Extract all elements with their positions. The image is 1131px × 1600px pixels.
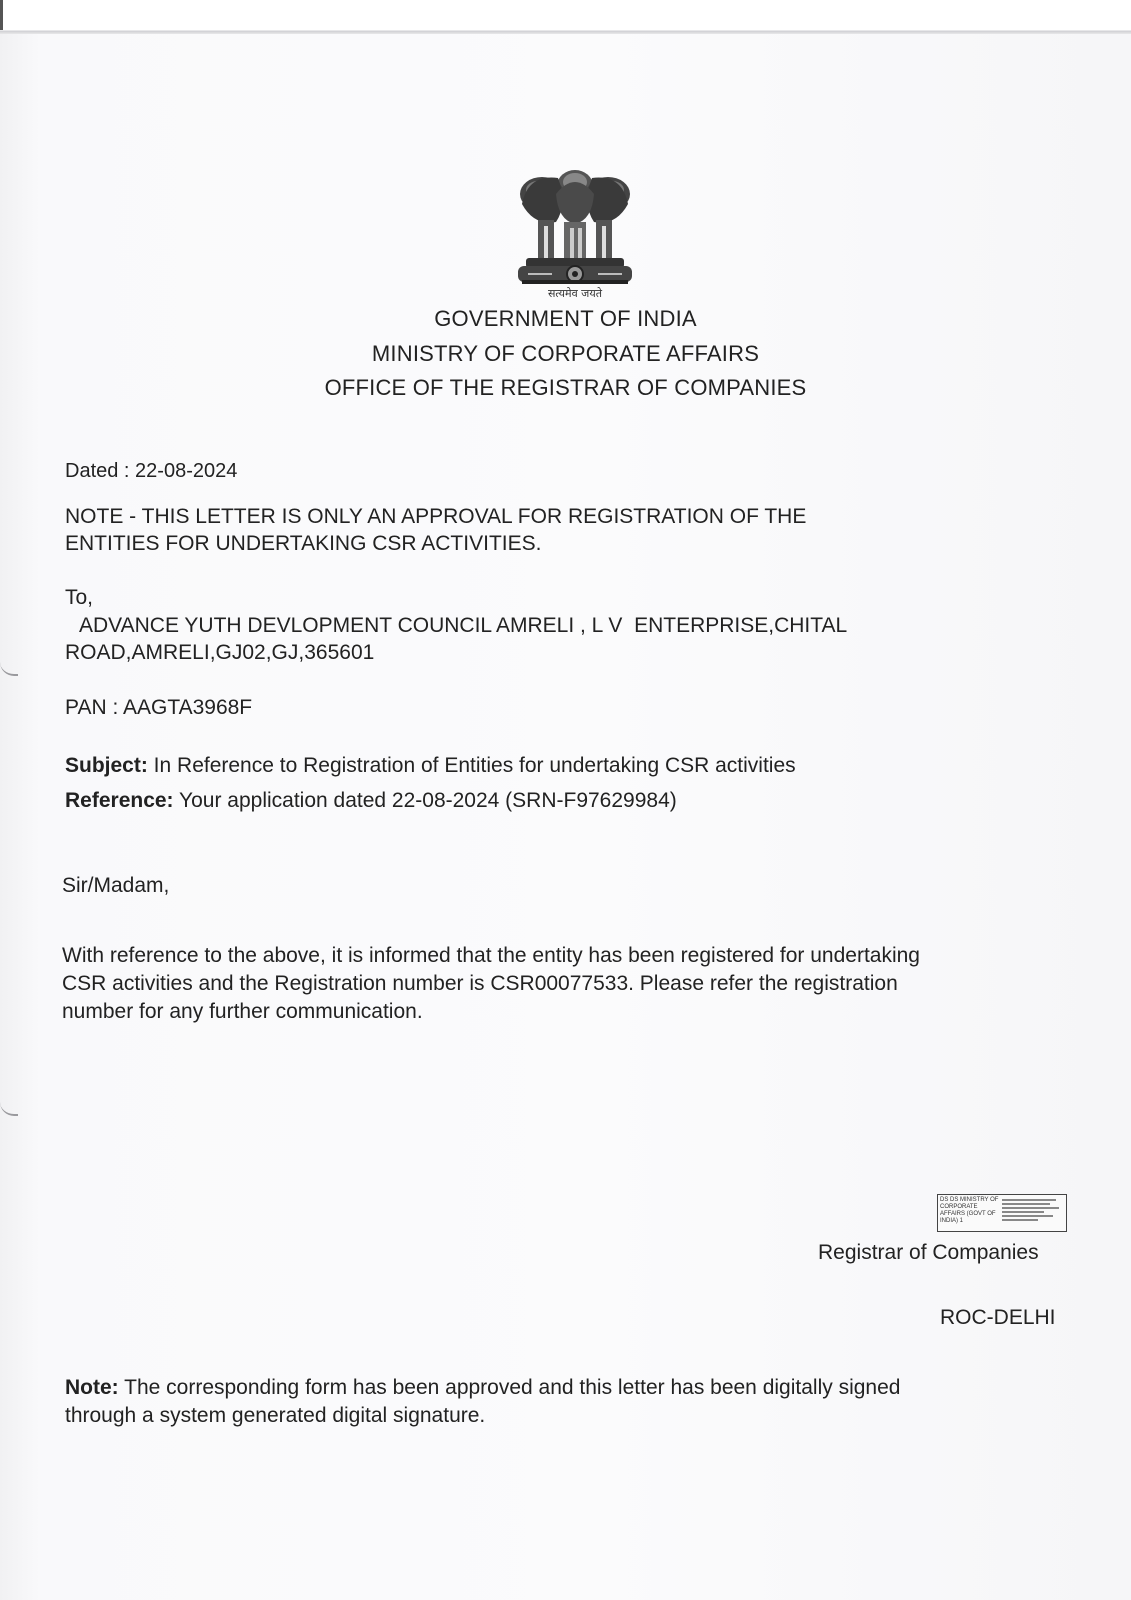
recipient-to: To, bbox=[65, 586, 94, 609]
body-line1: With reference to the above, it is informed that the entity has been registered for undertaking bbox=[62, 944, 920, 967]
signature-stamp-details bbox=[1002, 1199, 1062, 1227]
signature-stamp-text: DS DS MINISTRY OF CORPORATE AFFAIRS (GOVT OF INDIA) 1 bbox=[940, 1197, 999, 1224]
subject-label: Subject: bbox=[65, 754, 148, 777]
scan-edge-mark bbox=[0, 0, 3, 30]
header-ministry: MINISTRY OF CORPORATE AFFAIRS bbox=[371, 341, 760, 366]
reference-text: Your application dated 22-08-2024 (SRN-F97629984) bbox=[173, 789, 677, 812]
reference-line bbox=[65, 787, 677, 814]
recipient-address-line2: ROAD,AMRELI,GJ02,GJ,365601 bbox=[65, 641, 375, 664]
note-top-line1: NOTE - THIS LETTER IS ONLY AN APPROVAL FOR REGISTRATION OF THE bbox=[65, 505, 807, 528]
letter-date: Dated : 22-08-2024 bbox=[65, 460, 238, 482]
note-top-line2: ENTITIES FOR UNDERTAKING CSR ACTIVITIES. bbox=[65, 532, 542, 555]
header-government: GOVERNMENT OF INDIA bbox=[434, 306, 697, 331]
salutation: Sir/Madam, bbox=[62, 874, 170, 897]
signatory-title: Registrar of Companies bbox=[818, 1241, 1039, 1264]
subject-text: In Reference to Registration of Entities for undertaking CSR activities bbox=[147, 754, 796, 777]
footer-note-text: The corresponding form has been approved and this letter has been digitally signed bbox=[118, 1376, 901, 1399]
subject-line bbox=[65, 752, 796, 779]
recipient-address-line1: ADVANCE YUTH DEVLOPMENT COUNCIL AMRELI , L V ENTERPRISE,CHITAL bbox=[79, 614, 848, 637]
footer-note-line1 bbox=[65, 1374, 900, 1401]
pan-number: PAN : AAGTA3968F bbox=[65, 696, 253, 719]
ashoka-emblem-icon bbox=[508, 164, 642, 304]
digital-signature-stamp bbox=[937, 1194, 1067, 1232]
scan-edge bbox=[0, 0, 1131, 34]
emblem-motto: सत्यमेव जयते bbox=[547, 287, 602, 300]
signatory-office: ROC-DELHI bbox=[940, 1306, 1056, 1329]
header-office: OFFICE OF THE REGISTRAR OF COMPANIES bbox=[324, 375, 807, 400]
footer-note-line2: through a system generated digital signature. bbox=[65, 1404, 486, 1427]
reference-label: Reference: bbox=[65, 789, 174, 812]
body-line2: CSR activities and the Registration number is CSR00077533. Please refer the registration bbox=[62, 972, 898, 995]
body-line3: number for any further communication. bbox=[62, 1000, 423, 1023]
punch-hole-mark bbox=[0, 1092, 18, 1116]
punch-hole-mark bbox=[0, 652, 18, 676]
footer-note-label: Note: bbox=[65, 1376, 119, 1399]
